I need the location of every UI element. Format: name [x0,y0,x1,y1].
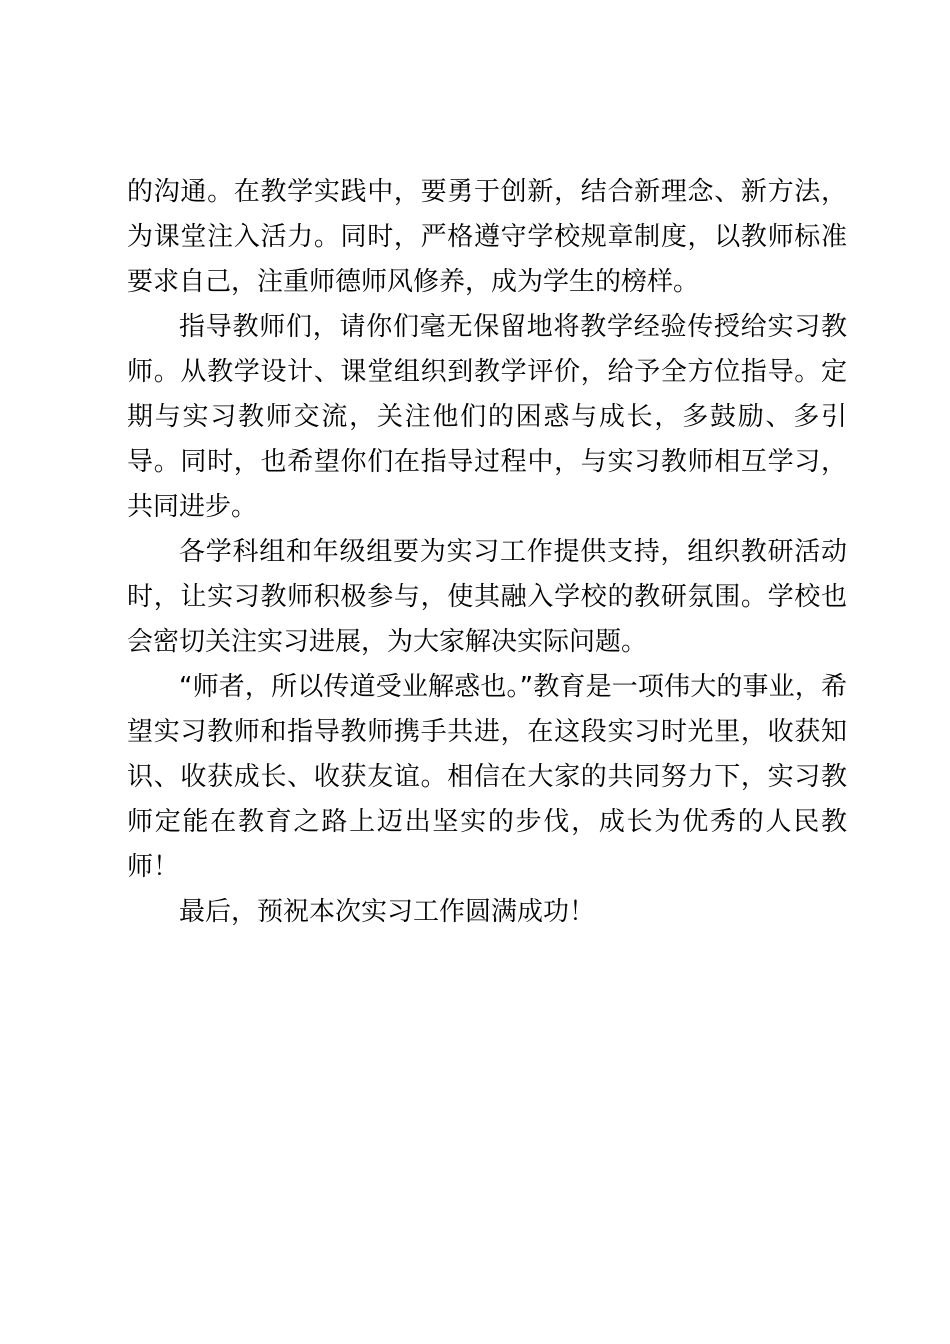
document-body [127,170,847,935]
paragraph-subject-groups: 各学科组和年级组要为实习工作提供支持，组织教研活动时，让实习教师积极参与，使其融入学校的教研氛围。学校也会密切关注实习进展，为大家解决实际问题。 [127,537,847,657]
paragraph-quote: “师者，所以传道受业解惑也。”教育是一项伟大的事业，希望实习教师和指导教师携手共进，在这段实习时光里，收获知识、收获成长、收获友谊。相信在大家的共同努力下，实习教师定能在教育之路上迈出坚实的步伐，成长为优秀的人民教师！ [127,672,847,882]
paragraph-mentor-teachers: 指导教师们，请你们毫无保留地将教学经验传授给实习教师。从教学设计、课堂组织到教学评价，给予全方位指导。定期与实习教师交流，关注他们的困惑与成长，多鼓励、多引导。同时，也希望你们在指导过程中，与实习教师相互学习，共同进步。 [127,312,847,522]
paragraph-closing: 最后，预祝本次实习工作圆满成功！ [179,897,596,927]
paragraph-continuation: 的沟通。在教学实践中，要勇于创新，结合新理念、新方法，为课堂注入活力。同时，严格遵守学校规章制度，以教师标准要求自己，注重师德师风修养，成为学生的榜样。 [127,177,847,297]
